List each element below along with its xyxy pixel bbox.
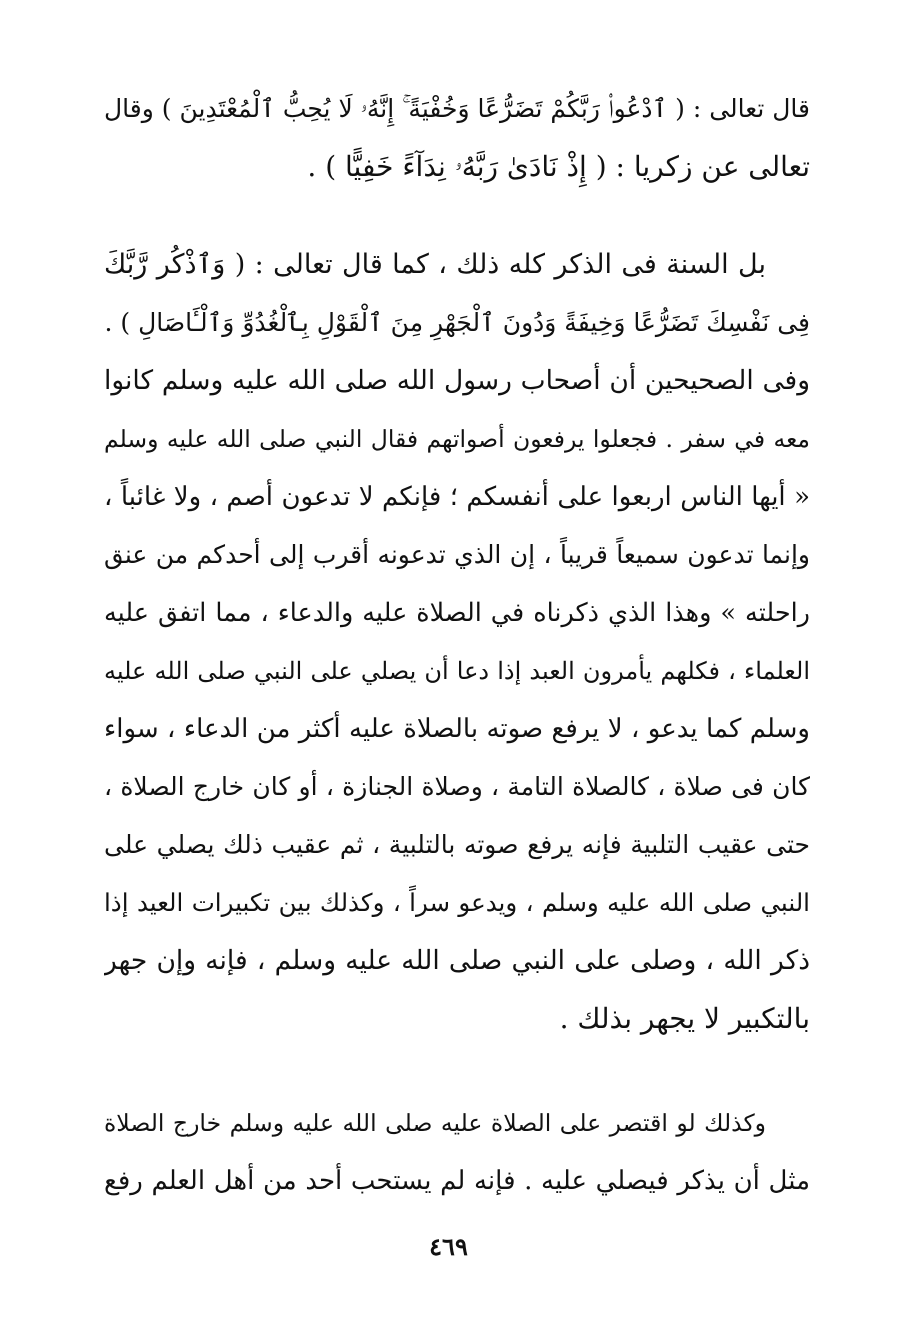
text-line: قال تعالى : ( ٱدْعُوا۟ رَبَّكُمْ تَضَرُّعًا وَخُفْيَةً ۚ إِنَّهُۥ لَا يُحِبُّ ٱلْمُعْتَدِينَ ) وقال xyxy=(104,94,810,123)
text-line: حتى عقيب التلبية فإنه يرفع صوته بالتلبية ، ثم عقيب ذلك يصلي على xyxy=(104,830,810,859)
paragraph-sahihayn-hadith xyxy=(104,352,810,1048)
text-line: « أيها الناس اربعوا على أنفسكم ؛ فإنكم لا تدعون أصم ، ولا غائباً ، xyxy=(104,482,810,512)
text-line: العلماء ، فكلهم يأمرون العبد إذا دعا أن يصلي على النبي صلى الله عليه xyxy=(104,657,810,685)
text-line: ذكر الله ، وصلى على النبي صلى الله عليه وسلم ، فإنه وإن جهر xyxy=(104,945,810,976)
paragraph-sunnah-dhikr xyxy=(104,236,810,352)
text-line: النبي صلى الله عليه وسلم ، ويدعو سراً ، وكذلك بين تكبيرات العيد إذا xyxy=(104,888,810,917)
text-line: وكذلك لو اقتصر على الصلاة عليه صلى الله عليه وسلم خارج الصلاة xyxy=(104,1109,766,1137)
text-line: راحلته » وهذا الذي ذكرناه في الصلاة عليه والدعاء ، مما اتفق عليه xyxy=(104,598,810,628)
text-line: بل السنة فى الذكر كله ذلك ، كما قال تعالى : ( وَٱذْكُر رَّبَّكَ xyxy=(104,249,766,280)
paragraph-verse-supplication xyxy=(104,80,810,196)
text-line: وفى الصحيحين أن أصحاب رسول الله صلى الله عليه وسلم كانوا xyxy=(104,365,810,396)
text-line: تعالى عن زكريا : ( إِذْ نَادَىٰ رَبَّهُۥ نِدَآءً خَفِيًّا ) . xyxy=(307,150,810,183)
text-line: كان فى صلاة ، كالصلاة التامة ، وصلاة الجنازة ، أو كان خارج الصلاة ، xyxy=(104,772,810,801)
text-line: بالتكبير لا يجهر بذلك . xyxy=(559,1002,810,1035)
text-line: معه في سفر . فجعلوا يرفعون أصواتهم فقال النبي صلى الله عليه وسلم xyxy=(104,425,810,453)
text-line: فِى نَفْسِكَ تَضَرُّعًا وَخِيفَةً وَدُونَ ٱلْجَهْرِ مِنَ ٱلْقَوْلِ بِٱلْغُدُوِّ وَٱلْـَٔاصَالِ ) . xyxy=(104,308,810,337)
paragraph-outside-prayer xyxy=(104,1094,810,1210)
text-line: وإنما تدعون سميعاً قريباً ، إن الذي تدعونه أقرب إلى أحدكم من عنق xyxy=(104,540,810,569)
page-number: ٤٦٩ xyxy=(429,1232,468,1261)
text-line: مثل أن يذكر فيصلي عليه . فإنه لم يستحب أحد من أهل العلم رفع xyxy=(104,1166,810,1196)
text-line: وسلم كما يدعو ، لا يرفع صوته بالصلاة عليه أكثر من الدعاء ، سواء xyxy=(104,714,810,744)
